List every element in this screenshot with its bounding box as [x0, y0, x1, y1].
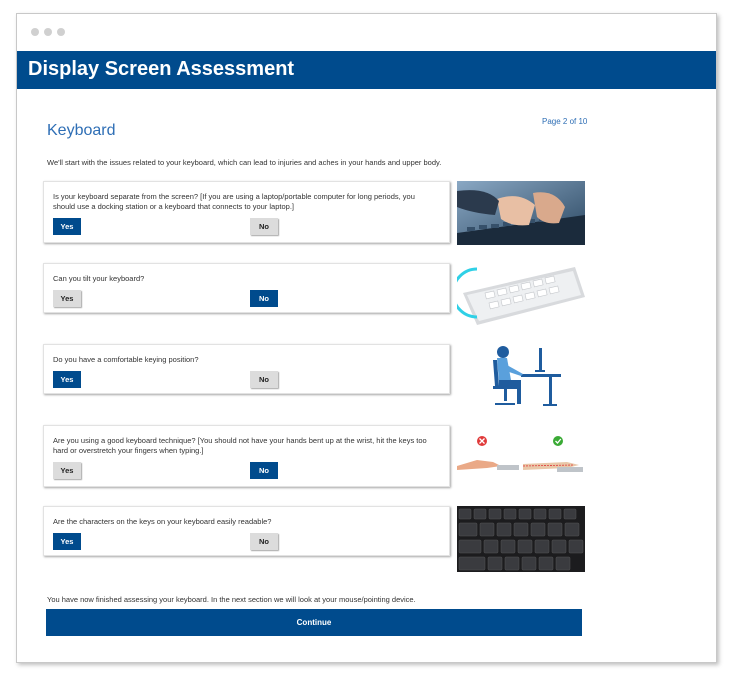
- page-title: Keyboard: [47, 122, 116, 139]
- no-button[interactable]: No: [250, 371, 278, 388]
- no-button[interactable]: No: [250, 462, 278, 479]
- window-chrome: [17, 14, 716, 51]
- window-dot-icon: [31, 28, 39, 36]
- yes-button[interactable]: Yes: [53, 371, 81, 388]
- hands-typing-image: [457, 181, 585, 245]
- app-title: Display Screen Assessment: [28, 58, 295, 80]
- seated-posture-image: [457, 342, 585, 406]
- question-card-2: [43, 263, 450, 313]
- window-dot-icon: [44, 28, 52, 36]
- no-button[interactable]: No: [250, 218, 278, 235]
- no-button[interactable]: No: [250, 533, 278, 550]
- no-button[interactable]: No: [250, 290, 278, 307]
- window-dot-icon: [57, 28, 65, 36]
- page-indicator: Page 2 of 10: [542, 117, 588, 126]
- question-card-1: [43, 181, 450, 243]
- question-text: Are the characters on the keys on your keyboard easily readable?: [53, 517, 272, 526]
- question-card-5: [43, 506, 450, 556]
- intro-text: We'll start with the issues related to your keyboard, which can lead to injuries and aches in your hands and upper body.: [47, 158, 442, 167]
- continue-button[interactable]: Continue: [46, 609, 582, 636]
- question-text: Are you using a good keyboard technique? [You should not have your hands bent up at the wrist, hit the keys too hard or overstretch your fingers when typing.]: [53, 436, 427, 455]
- outro-text: You have now finished assessing your keyboard. In the next section we will look at your mouse/pointing device.: [47, 595, 416, 604]
- yes-button[interactable]: Yes: [53, 218, 81, 235]
- yes-button[interactable]: Yes: [53, 533, 81, 550]
- question-text: Do you have a comfortable keying position?: [53, 355, 199, 364]
- app-window: [16, 13, 717, 663]
- question-text: Is your keyboard separate from the screen? [If you are using a laptop/portable computer for long periods, you should use a docking station or a keyboard that connects to your laptop.]: [53, 192, 415, 211]
- tilted-keyboard-image: [457, 263, 585, 327]
- wrist-technique-image: [457, 432, 585, 496]
- question-card-3: [43, 344, 450, 394]
- question-card-4: [43, 425, 450, 487]
- yes-button[interactable]: Yes: [53, 290, 81, 307]
- yes-button[interactable]: Yes: [53, 462, 81, 479]
- question-text: Can you tilt your keyboard?: [53, 274, 145, 283]
- keyboard-keys-image: [457, 506, 585, 572]
- header-banner: [17, 51, 716, 89]
